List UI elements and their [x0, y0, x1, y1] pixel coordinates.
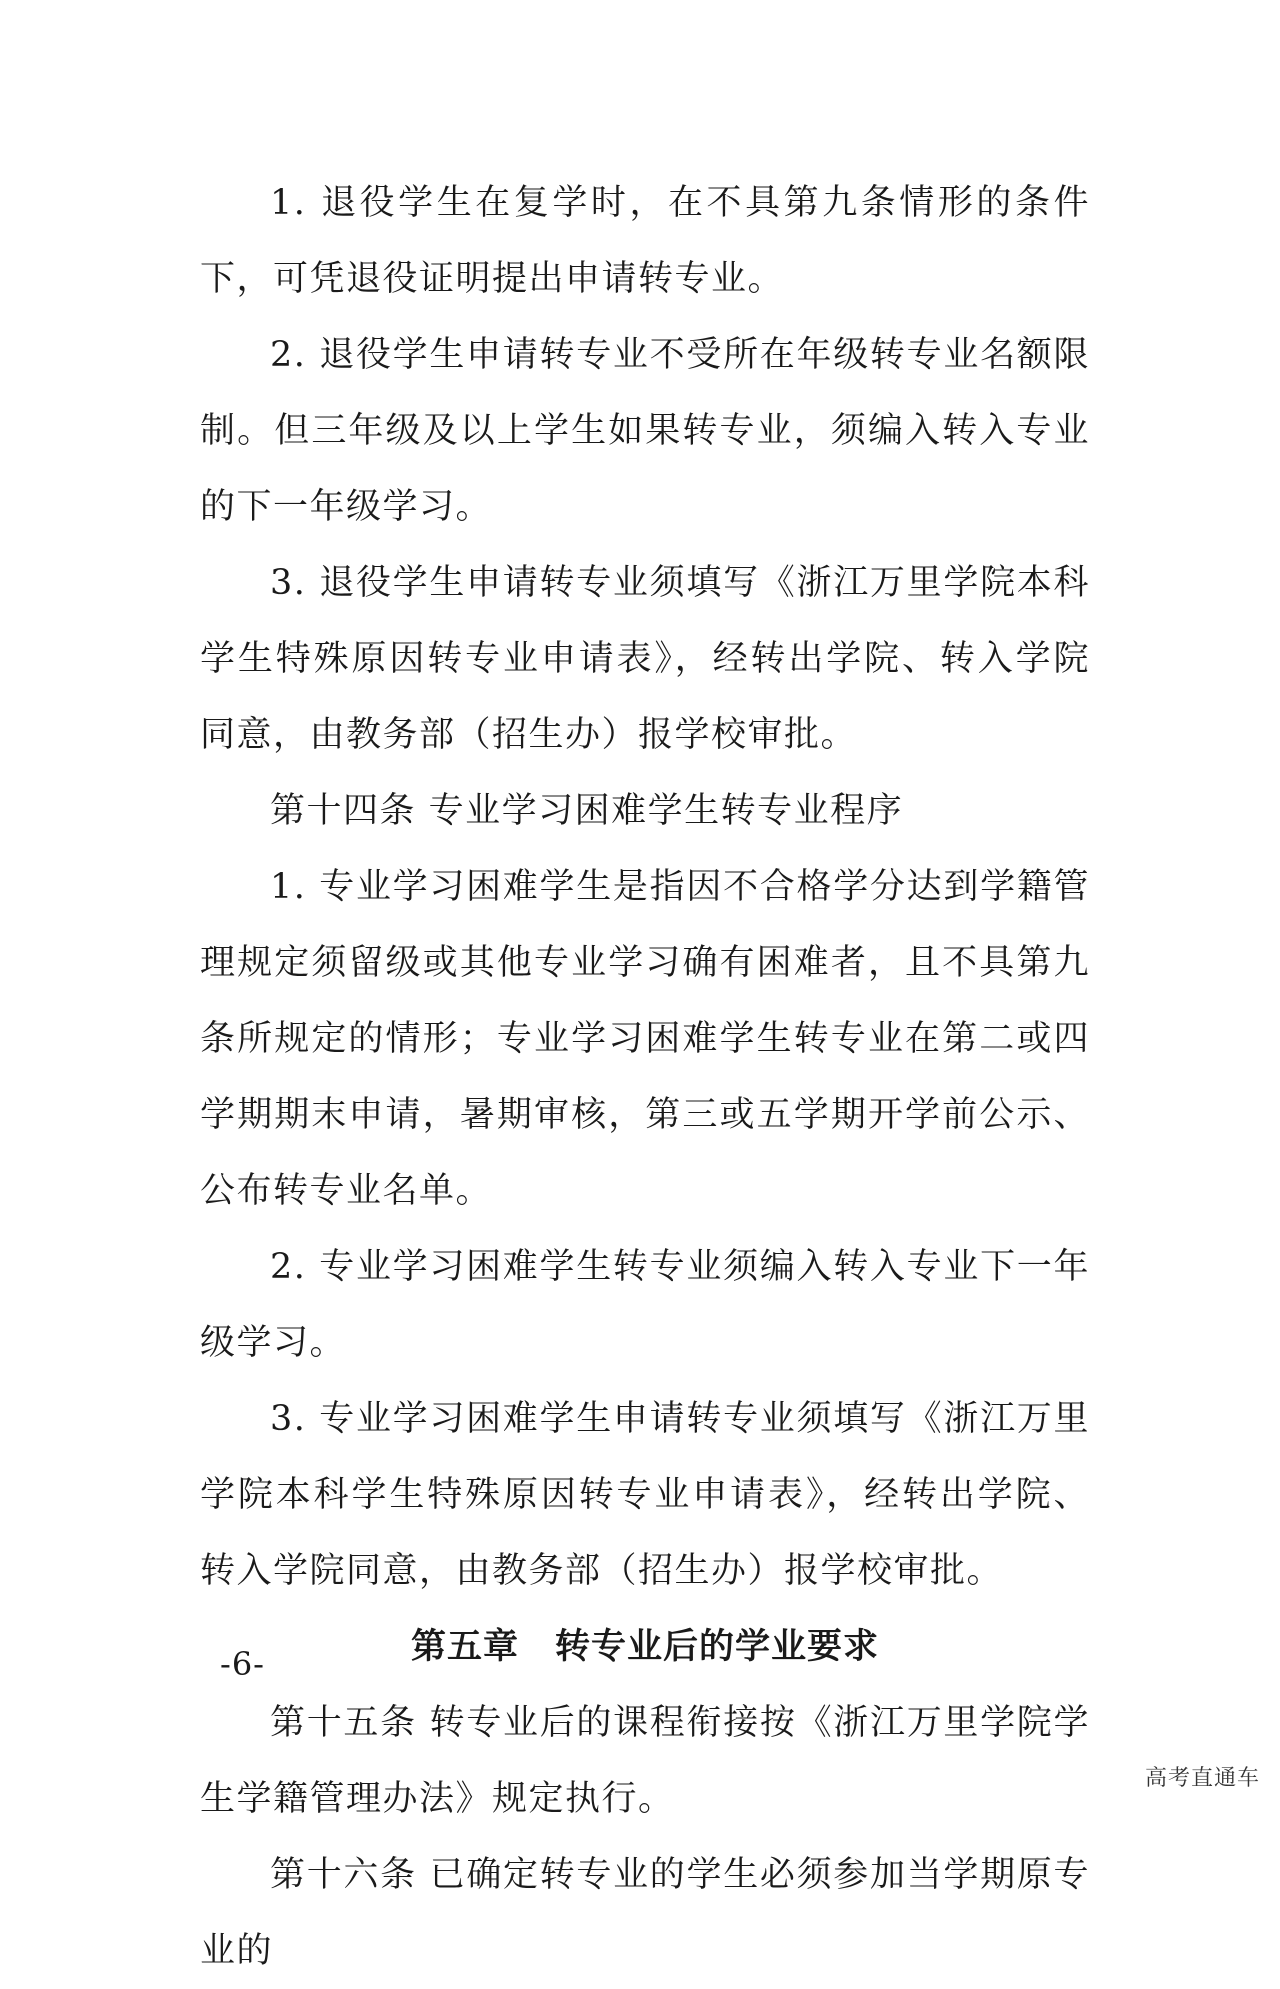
paragraph-1: 1. 退役学生在复学时，在不具第九条情形的条件下，可凭退役证明提出申请转专业。 — [200, 183, 1090, 299]
article-16: 第十六条 已确定转专业的学生必须参加当学期原专业的 — [200, 1855, 1090, 1971]
article-14-heading: 第十四条 专业学习困难学生转专业程序 — [270, 791, 904, 831]
article-15: 第十五条 转专业后的课程衔接按《浙江万里学院学生学籍管理办法》规定执行。 — [200, 1703, 1090, 1819]
watermark-text: 高考直通车 — [1144, 1766, 1260, 1791]
paragraph-4: 1. 专业学习困难学生是指因不合格学分达到学籍管理规定须留级或其他专业学习确有困难者，且不具第九条所规定的情形；专业学习困难学生转专业在第二或四学期期末申请，暑期审核，第三或五学期开学前公示、公布转专业名单。 — [200, 867, 1090, 1211]
paragraph-5: 2. 专业学习困难学生转专业须编入转入专业下一年级学习。 — [200, 1247, 1090, 1363]
chapter-heading: 第五章 转专业后的学业要求 — [410, 1627, 879, 1667]
paragraph-2: 2. 退役学生申请转专业不受所在年级转专业名额限制。但三年级及以上学生如果转专业，须编入转入专业的下一年级学习。 — [200, 335, 1090, 527]
paragraph-3: 3. 退役学生申请转专业须填写《浙江万里学院本科学生特殊原因转专业申请表》，经转出学院、转入学院同意，由教务部（招生办）报学校审批。 — [200, 563, 1090, 755]
paragraph-6: 3. 专业学习困难学生申请转专业须填写《浙江万里学院本科学生特殊原因转专业申请表》，经转出学院、转入学院同意，由教务部（招生办）报学校审批。 — [200, 1399, 1090, 1591]
page-number: -6- — [220, 1645, 265, 1683]
document-body — [200, 165, 1090, 1989]
